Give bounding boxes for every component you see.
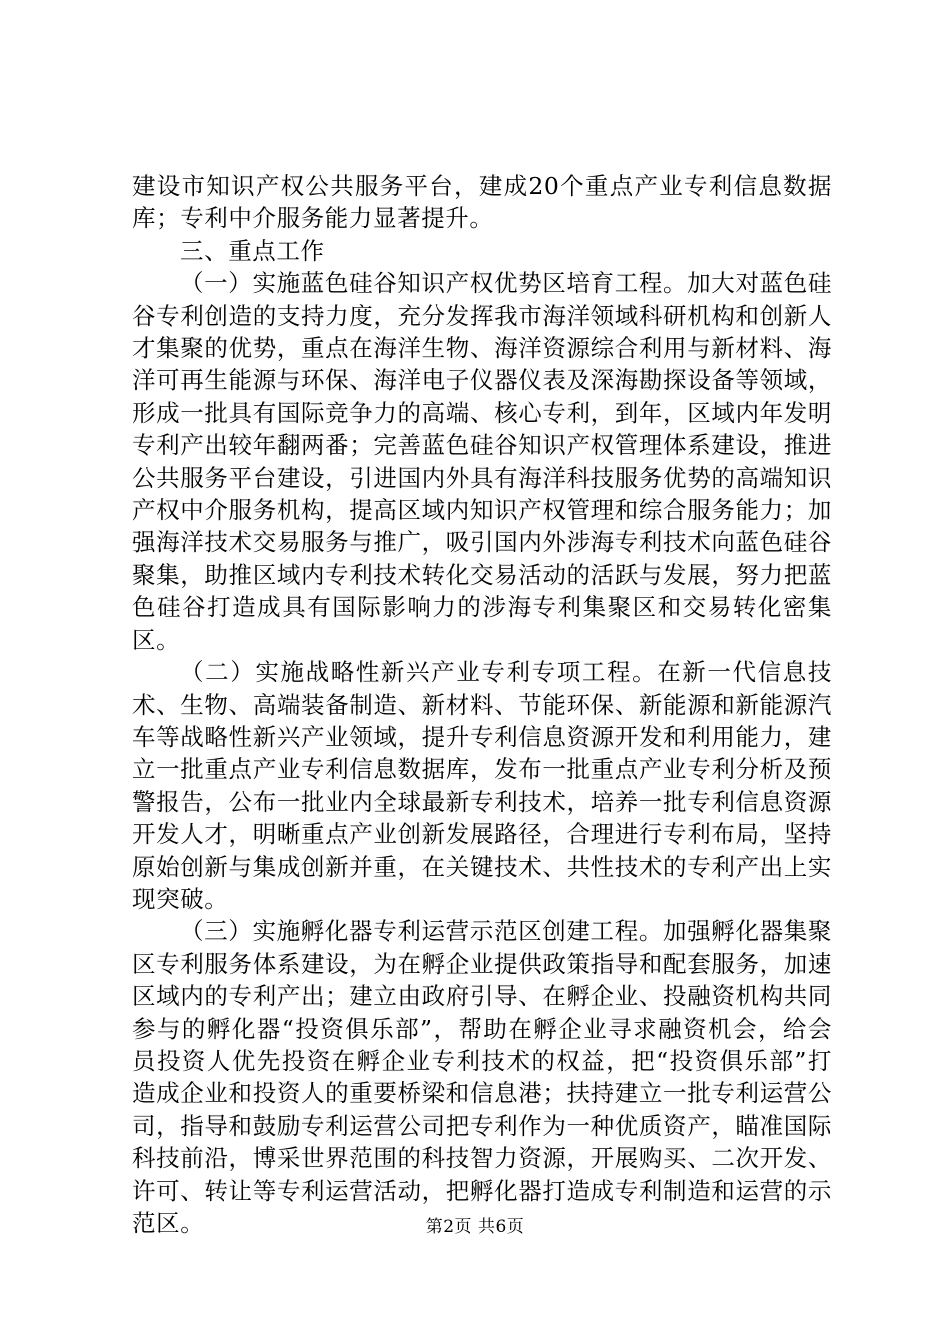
paragraph-item-2: （二）实施战略性新兴产业专利专项工程。在新一代信息技术、生物、高端装备制造、新材料、节能环保、新能源和新能源汽车等战略性新兴产业领域，提升专利信息资源开发和利用能力，建立一批重点产业专利信息数据库，发布一批重点产业专利分析及预警报告，公布一批业内全球最新专利技术，培养一批专利信息资源开发人才，明晰重点产业创新发展路径，合理进行专利布局，坚持原始创新与集成创新并重，在关键技术、共性技术的专利产出上实现突破。	[132, 658, 832, 913]
paragraph-item-3: （三）实施孵化器专利运营示范区创建工程。加强孵化器集聚区专利服务体系建设，为在孵企业提供政策指导和配套服务，加速区域内的专利产出；建立由政府引导、在孵企业、投融资机构共同参与的孵化器“投资俱乐部”，帮助在孵企业寻求融资机会，给会员投资人优先投资在孵企业专利技术的权益，把“投资俱乐部”打造成企业和投资人的重要桥梁和信息港；扶持建立一批专利运营公司，指导和鼓励专利运营公司把专利作为一种优质资产，瞄准国际科技前沿，博采世界范围的科技智力资源，开展购买、二次开发、许可、转让等专利运营活动，把孵化器打造成专利制造和运营的示范区。	[132, 917, 832, 1237]
paragraph-continuation: 建设市知识产权公共服务平台，建成20个重点产业专利信息数据库；专利中介服务能力显著提升。	[132, 172, 832, 233]
document-body	[132, 170, 832, 1239]
section-heading-key-work: 三、重点工作	[180, 236, 325, 265]
page-number-footer: 第2页 共6页	[425, 1217, 525, 1237]
paragraph-item-1: （一）实施蓝色硅谷知识产权优势区培育工程。加大对蓝色硅谷专利创造的支持力度，充分发挥我市海洋领域科研机构和创新人才集聚的优势，重点在海洋生物、海洋资源综合利用与新材料、海洋可再生能源与环保、海洋电子仪器仪表及深海勘探设备等领域，形成一批具有国际竞争力的高端、核心专利，到年，区域内年发明专利产出较年翻两番；完善蓝色硅谷知识产权管理体系建设，推进公共服务平台建设，引进国内外具有海洋科技服务优势的高端知识产权中介服务机构，提高区域内知识产权管理和综合服务能力；加强海洋技术交易服务与推广，吸引国内外涉海专利技术向蓝色硅谷聚集，助推区域内专利技术转化交易活动的活跃与发展，努力把蓝色硅谷打造成具有国际影响力的涉海专利集聚区和交易转化密集区。	[132, 269, 832, 654]
